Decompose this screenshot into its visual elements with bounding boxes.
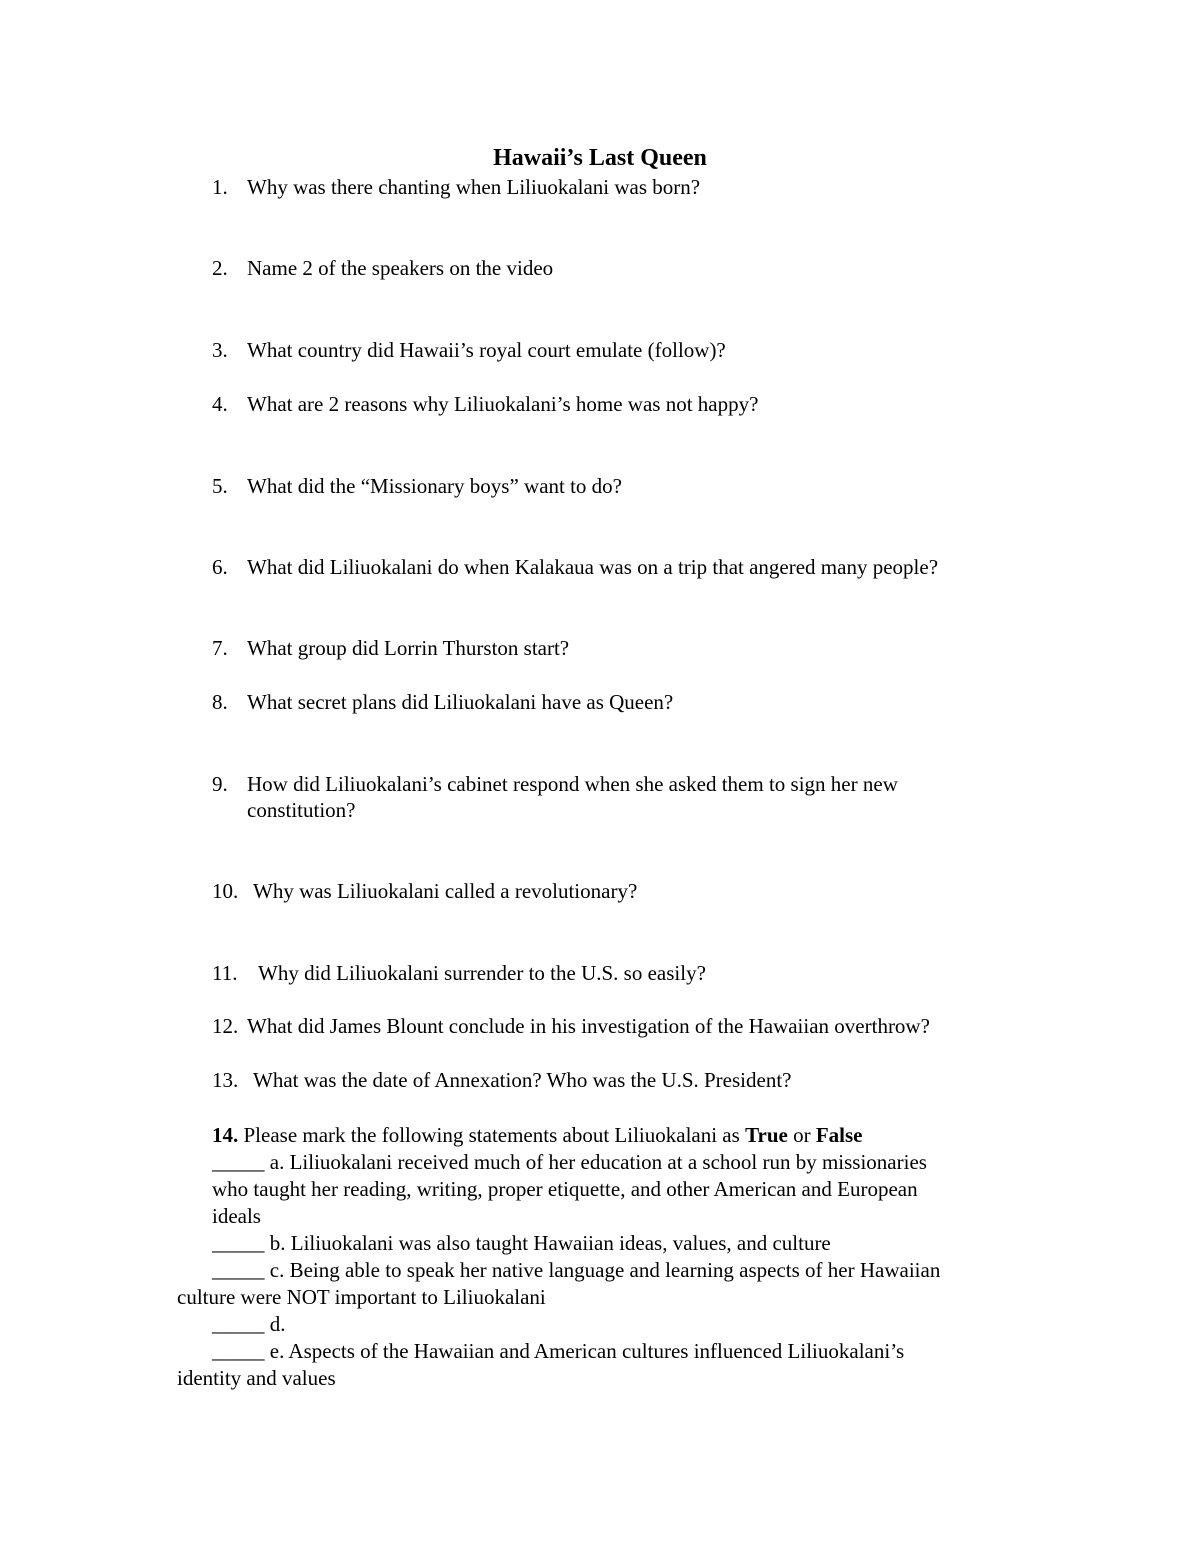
question-text: Why was there chanting when Liliuokalani was born? — [247, 175, 701, 199]
question-number: 8. — [212, 690, 228, 714]
statement-b: _____ b. Liliuokalani was also taught Hawaiian ideas, values, and culture — [212, 1231, 831, 1255]
question-text: What did James Blount conclude in his investigation of the Hawaiian overthrow? — [247, 1014, 930, 1038]
question-number: 1. — [212, 175, 228, 199]
question-number: 14. — [212, 1123, 239, 1147]
true-word: True — [745, 1123, 788, 1147]
question-text: What group did Lorrin Thurston start? — [247, 636, 570, 660]
statement-d: _____ d. — [212, 1312, 286, 1336]
question-number: 3. — [212, 338, 228, 362]
statement-a-line-3: ideals — [212, 1204, 261, 1228]
question-text: What are 2 reasons why Liliuokalani’s home was not happy? — [247, 392, 759, 416]
question-number: 6. — [212, 555, 228, 579]
question-text-line-1: How did Liliuokalani’s cabinet respond when she asked them to sign her new — [247, 772, 898, 796]
question-text: What did the “Missionary boys” want to do? — [247, 474, 623, 498]
question-text-line-2: constitution? — [247, 798, 356, 822]
statement-c-line-1: _____ c. Being able to speak her native language and learning aspects of her Hawaiian — [212, 1258, 941, 1282]
statement-a-line-1: _____ a. Liliuokalani received much of her education at a school run by missionaries — [212, 1150, 927, 1174]
question-text: What secret plans did Liliuokalani have as Queen? — [247, 690, 674, 714]
question-text: What did Liliuokalani do when Kalakaua was on a trip that angered many people? — [247, 555, 939, 579]
false-word: False — [815, 1123, 863, 1147]
question-number: 9. — [212, 772, 228, 796]
question-text: Why was Liliuokalani called a revolutionary? — [253, 879, 638, 903]
statement-c-line-2: culture were NOT important to Liliuokalani — [177, 1285, 546, 1309]
question-14 — [0, 1122, 1200, 1402]
question-number: 12. — [212, 1014, 239, 1038]
question-text: What was the date of Annexation? Who was the U.S. President? — [253, 1068, 792, 1092]
question-text: Name 2 of the speakers on the video — [247, 256, 554, 280]
question-text: Why did Liliuokalani surrender to the U.S. so easily? — [258, 961, 706, 985]
question-number: 7. — [212, 636, 228, 660]
question-number: 4. — [212, 392, 228, 416]
question-14-prompt — [212, 1122, 863, 1149]
question-number: 10. — [212, 879, 239, 903]
or-word: or — [793, 1123, 811, 1147]
question-number: 5. — [212, 474, 228, 498]
page-title: Hawaii’s Last Queen — [493, 145, 707, 171]
statement-a-line-2: who taught her reading, writing, proper etiquette, and other American and European — [212, 1177, 918, 1201]
question-number: 2. — [212, 256, 228, 280]
question-number: 11. — [212, 961, 238, 985]
statement-e-line-2: identity and values — [177, 1366, 336, 1390]
statement-e-line-1: _____ e. Aspects of the Hawaiian and American cultures influenced Liliuokalani’s — [212, 1339, 905, 1363]
question-number: 13. — [212, 1068, 239, 1092]
question-text: Please mark the following statements about Liliuokalani as — [243, 1123, 740, 1147]
question-text: What country did Hawaii’s royal court emulate (follow)? — [247, 338, 726, 362]
